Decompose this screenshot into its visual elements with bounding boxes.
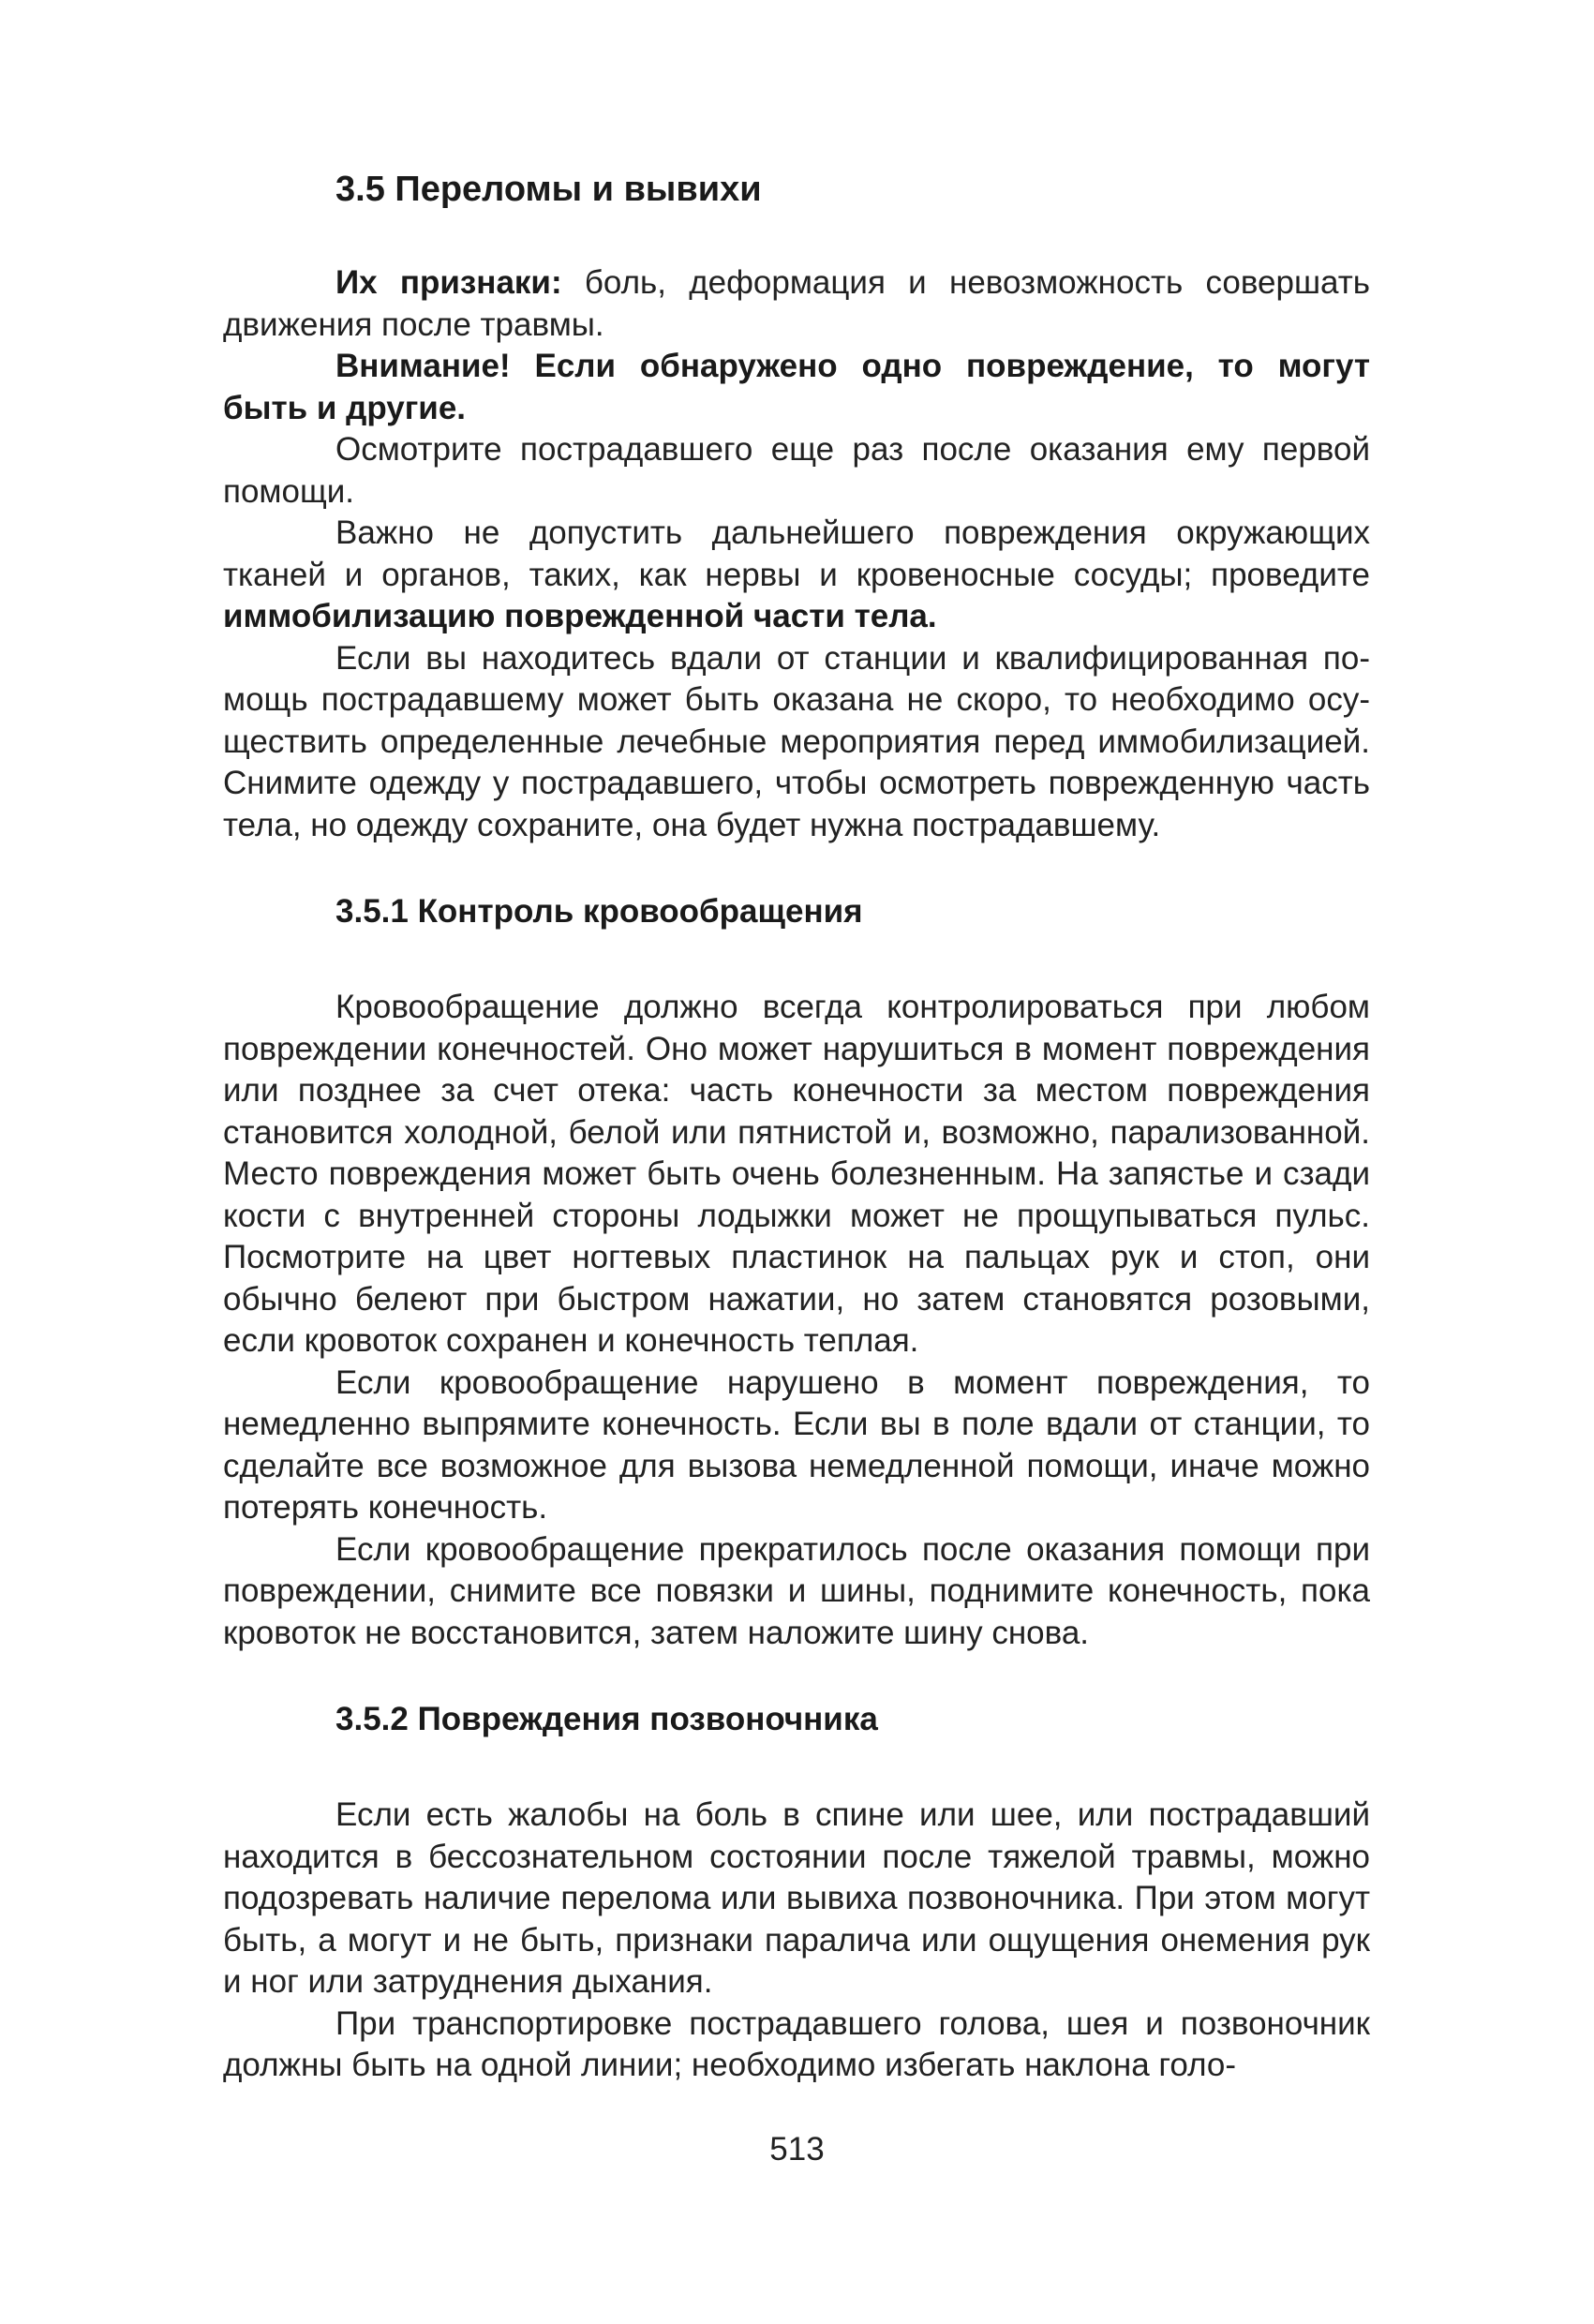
immobilization-text: Важно не допустить дальнейшего повреждения окружающих тканей и органов, таких, как нервы и кровеносные сосуды; проведите — [223, 514, 1370, 593]
section-heading: 3.5 Переломы и вывихи — [335, 170, 762, 209]
warning-paragraph — [223, 346, 1370, 429]
warning-text: Внимание! Если обнаружено одно повреждение, то могут быть и другие. — [223, 348, 1370, 426]
immobilization-bold: иммобилизацию поврежденной части тела. — [223, 598, 937, 634]
subsection-heading: 3.5.1 Контроль кровообращения — [335, 893, 863, 930]
body-paragraph: При транспортировке пострадавшего голова, шея и позвоночник должны быть на одной линии; необходимо избегать наклона голо- — [223, 2004, 1370, 2083]
body-paragraph: Осмотрите пострадавшего еще раз после оказания ему первой помощи. — [223, 431, 1370, 510]
body-paragraph: Если вы находитесь вдали от станции и квалифицированная помощь пострадавшему может быть оказана не скоро, то необходимо осуществить определенные лечебные мероприятия перед иммобилизацией. Снимите одежду у пострадавшего, чтобы осмотреть поврежденную часть тела, но одежду сохраните, она будет нужна пострадавшему. — [223, 639, 1370, 843]
page-body — [223, 169, 1370, 2087]
body-paragraph: Если кровообращение прекратилось после оказания помощи при повреждении, снимите все повязки и шины, поднимите конечность, пока кровоток не восстановится, затем наложите шину снова. — [223, 1530, 1370, 1651]
signs-text: боль, деформация и невозможность совершать движения после травмы. — [223, 264, 1370, 343]
body-paragraph: Кровообращение должно всегда контролироваться при любом повреждении конечностей. Оно может нарушиться в момент повреждения или позднее за счет отека: часть конечности за местом повреждения становится холодной, белой или пятнистой и, возможно, парализованной. Место повреждения может быть очень болезненным. На запястье и сзади кости с внутренней стороны лодыжки может не прощупываться пульс. Посмотрите на цвет ногтевых пластинок на пальцах рук и стоп, они обычно белеют при быстром нажатии, но затем становятся розовыми, если кровоток сохранен и конечность теплая. — [223, 989, 1370, 1359]
subsection-heading: 3.5.2 Повреждения позвоночника — [335, 1701, 878, 1737]
signs-label: Их признаки: — [335, 264, 562, 301]
signs-paragraph — [223, 262, 1370, 346]
immobilization-paragraph — [223, 513, 1370, 638]
page-number: 513 — [769, 2131, 825, 2168]
body-paragraph: Если кровообращение нарушено в момент повреждения, то немедленно выпрямите конечность. Если вы в поле вдали от станции, то сделайте все возможное для вызова немедленной помощи, иначе можно потерять конечность. — [223, 1363, 1370, 1526]
body-paragraph: Если есть жалобы на боль в спине или шее, или пострадавший находится в бессознательном состоянии после тяжелой травмы, можно подозревать наличие перелома или вывиха позвоночника. При этом могут быть, а могут и не быть, признаки паралича или ощущения онемения рук и ног или затруднения дыхания. — [223, 1796, 1370, 2000]
